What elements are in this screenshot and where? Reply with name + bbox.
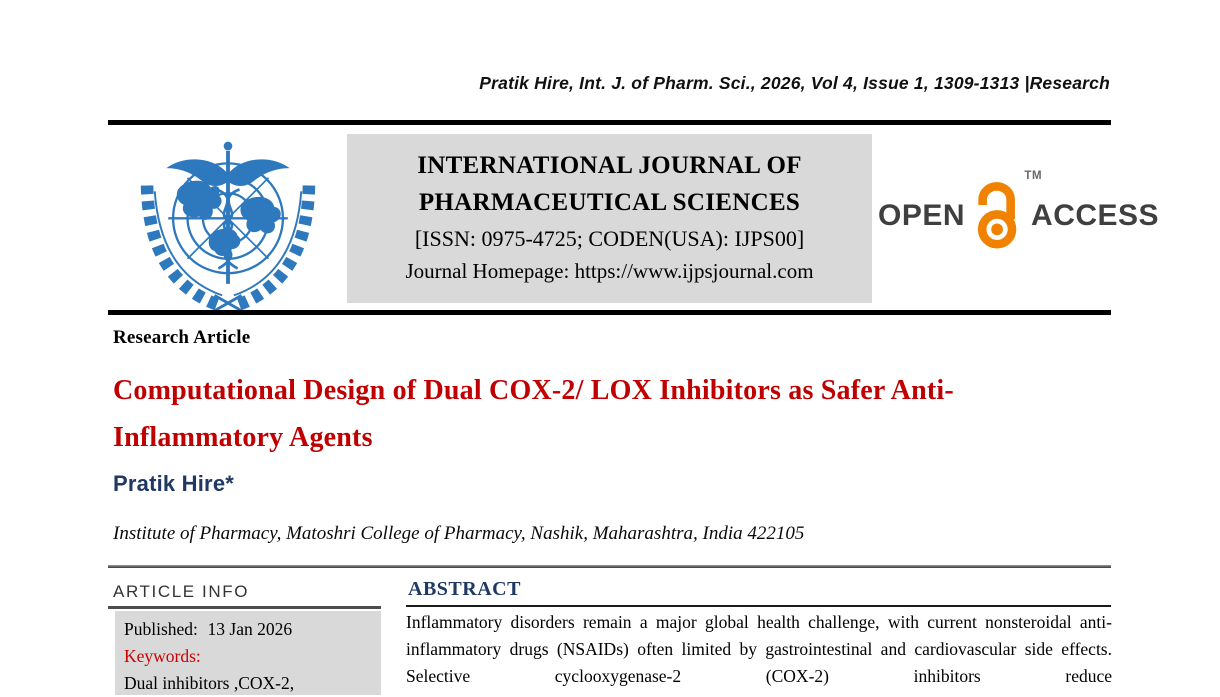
globe-caduceus-icon <box>122 128 334 324</box>
top-divider <box>108 120 1111 125</box>
journal-name-line1: INTERNATIONAL JOURNAL OF <box>417 152 802 179</box>
journal-name-line2: PHARMACEUTICAL SCIENCES <box>418 189 801 216</box>
published-row <box>124 616 375 643</box>
trademark-label: TM <box>1024 170 1043 182</box>
open-access-logo <box>878 166 1160 266</box>
issn-line: [ISSN: 0975-4725; CODEN(USA): IJPS00] <box>414 226 805 251</box>
open-access-access-label: ACCESS <box>1031 199 1160 232</box>
abstract-underline <box>406 605 1111 607</box>
published-label: Published: <box>124 619 198 639</box>
section-divider <box>108 565 1111 568</box>
keywords-label: Keywords: <box>124 646 201 666</box>
journal-logo <box>122 128 334 324</box>
article-info-panel <box>115 611 381 695</box>
published-date: 13 Jan 2026 <box>207 619 293 639</box>
article-info-heading: ARTICLE INFO <box>113 582 250 601</box>
article-type-label: Research Article <box>113 327 251 348</box>
journal-homepage-link[interactable]: Journal Homepage: https://www.ijpsjournal.com <box>405 259 814 283</box>
masthead-panel <box>347 134 872 303</box>
masthead-divider <box>108 310 1111 315</box>
abstract-heading: ABSTRACT <box>408 578 521 600</box>
author-affiliation: Institute of Pharmacy, Matoshri College of Pharmacy, Nashik, Maharashtra, India 422105 <box>113 523 805 544</box>
open-access-open-label: OPEN <box>878 199 966 232</box>
keywords-value: Dual inhibitors ,COX-2, <box>124 673 295 693</box>
paper-title: Computational Design of Dual COX-2/ LOX Inhibitors as Safer Anti-Inflammatory Agents <box>113 375 954 453</box>
author-name: Pratik Hire* <box>113 471 235 496</box>
article-info-underline <box>108 606 381 609</box>
abstract-text: Inflammatory disorders remain a major global health challenge, with current nonsteroidal anti-inflammatory drugs (NSAIDs) often limited by gastrointestinal and cardiovascular side effects. Selective cyclooxygenase-2 (COX-2) inhibitors reduce <box>406 612 1112 686</box>
open-access-lock-icon <box>970 170 1043 256</box>
citation-header: Pratik Hire, Int. J. of Pharm. Sci., 2026, Vol 4, Issue 1, 1309-1313 |Research <box>479 73 1110 93</box>
